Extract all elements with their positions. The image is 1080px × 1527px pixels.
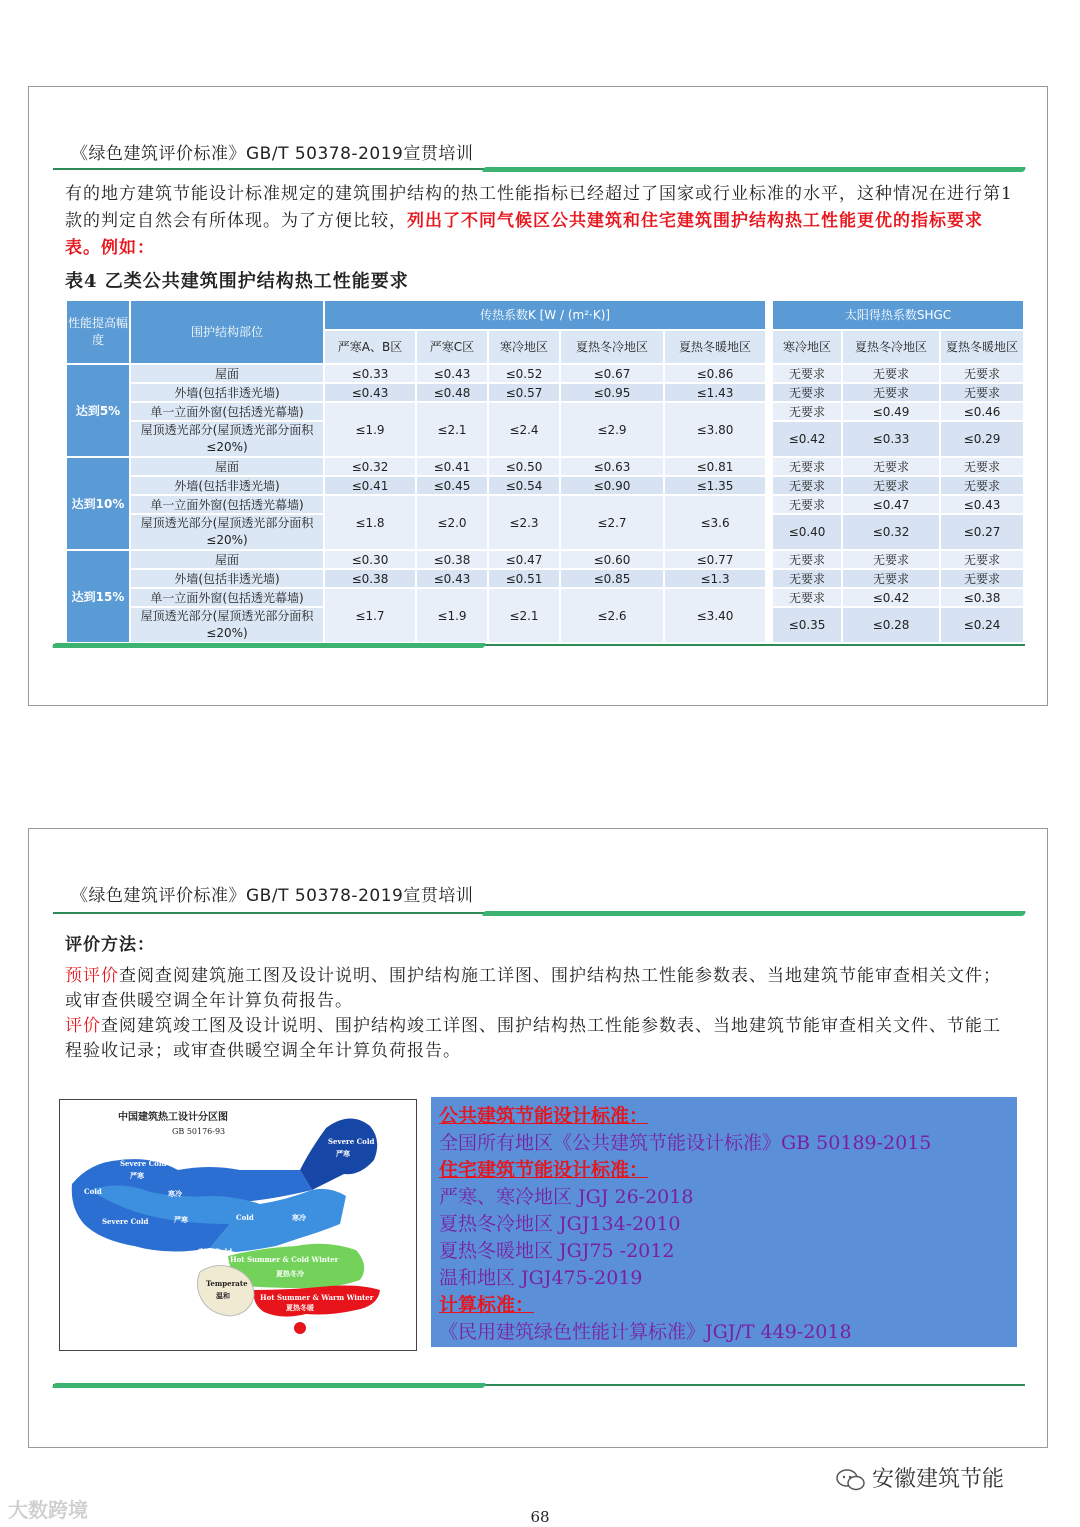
- wall-k-value: ≤0.45: [416, 476, 488, 495]
- roof-shgc-value: 无要求: [772, 364, 842, 383]
- svg-text:Hot Summer & Cold Winter: Hot Summer & Cold Winter: [230, 1255, 339, 1264]
- part-window: 单一立面外窗(包括透光幕墙): [130, 588, 324, 607]
- wechat-account: [836, 1462, 1004, 1493]
- svg-text:寒冷: 寒冷: [292, 1213, 306, 1222]
- wall-k-value: ≤0.90: [560, 476, 664, 495]
- slide-header: 《绿色建筑评价标准》GB/T 50378-2019宣贯培训: [71, 886, 474, 906]
- wall-k-value: ≤0.48: [416, 383, 488, 402]
- wall-k-value: ≤0.51: [488, 569, 560, 588]
- window-k-value: ≤1.7: [324, 588, 416, 643]
- part-skylight: 屋顶透光部分(屋顶透光部分面积≤20%): [130, 607, 324, 643]
- table-row: [66, 364, 1024, 383]
- svg-text:Cold: Cold: [236, 1213, 254, 1222]
- wall-k-value: ≤0.38: [324, 569, 416, 588]
- wechat-account-name: 安徽建筑节能: [872, 1467, 1005, 1492]
- skylight-shgc-value: ≤0.29: [940, 421, 1024, 457]
- part-wall: 外墙(包括非透光墙): [130, 569, 324, 588]
- wall-shgc-value: 无要求: [842, 569, 940, 588]
- skylight-shgc-value: ≤0.42: [772, 421, 842, 457]
- table-row: [66, 569, 1024, 588]
- zone-shgc-1: 夏热冬冷地区: [842, 330, 940, 364]
- footer-rule: [53, 1383, 1025, 1389]
- window-k-value: ≤3.40: [664, 588, 766, 643]
- pre-evaluation-text: 预评价查阅查阅建筑施工图及设计说明、围护结构施工详图、围护结构热工性能参数表、当地建筑节能审查相关文件；或审查供暖空调全年计算负荷报告。: [65, 966, 1001, 1011]
- window-k-value: ≤2.1: [488, 588, 560, 643]
- window-k-value: ≤1.9: [324, 402, 416, 457]
- header-part: 围护结构部位: [130, 300, 324, 364]
- table-row: [66, 550, 1024, 569]
- climate-zone-map: [59, 1099, 417, 1351]
- window-k-value: ≤2.7: [560, 495, 664, 550]
- roof-k-value: ≤0.50: [488, 457, 560, 476]
- wall-shgc-value: 无要求: [772, 569, 842, 588]
- wall-shgc-value: 无要求: [940, 383, 1024, 402]
- roof-shgc-value: 无要求: [842, 550, 940, 569]
- window-k-value: ≤2.3: [488, 495, 560, 550]
- window-k-value: ≤2.1: [416, 402, 488, 457]
- roof-k-value: ≤0.43: [416, 364, 488, 383]
- wall-k-value: ≤0.57: [488, 383, 560, 402]
- zone-k-0: 严寒A、B区: [324, 330, 416, 364]
- group-label: 达到5%: [66, 364, 130, 457]
- roof-k-value: ≤0.33: [324, 364, 416, 383]
- standards-box: [431, 1097, 1017, 1347]
- slide-2: [28, 828, 1048, 1448]
- skylight-shgc-value: ≤0.24: [940, 607, 1024, 643]
- header-performance: 性能提高幅度: [66, 300, 130, 364]
- roof-k-value: ≤0.81: [664, 457, 766, 476]
- window-k-value: ≤2.9: [560, 402, 664, 457]
- map-title: 中国建筑热工设计分区图: [118, 1112, 228, 1123]
- standard-item: 夏热冬暖地区 JGJ75 -2012: [439, 1240, 675, 1262]
- zone-k-2: 寒冷地区: [488, 330, 560, 364]
- roof-shgc-value: 无要求: [772, 550, 842, 569]
- evaluation-text: 评价查阅建筑竣工图及设计说明、围护结构竣工详图、围护结构热工性能参数表、当地建筑节能审查相关文件、节能工程验收记录；或审查供暖空调全年计算负荷报告。: [65, 1016, 1001, 1061]
- window-shgc-value: 无要求: [772, 495, 842, 514]
- skylight-shgc-value: ≤0.32: [842, 514, 940, 550]
- header-shgc-group: 太阳得热系数SHGC: [772, 300, 1024, 330]
- part-roof: 屋面: [130, 550, 324, 569]
- window-k-value: ≤3.6: [664, 495, 766, 550]
- svg-text:寒冷 Cold: 寒冷 Cold: [198, 1247, 233, 1256]
- window-shgc-value: ≤0.46: [940, 402, 1024, 421]
- slide-1: [28, 86, 1048, 706]
- part-wall: 外墙(包括非透光墙): [130, 476, 324, 495]
- wall-k-value: ≤0.43: [416, 569, 488, 588]
- part-roof: 屋面: [130, 364, 324, 383]
- roof-k-value: ≤0.32: [324, 457, 416, 476]
- evaluation-heading: 评价方法：: [65, 935, 155, 955]
- standard-item: 全国所有地区《公共建筑节能设计标准》GB 50189-2015: [439, 1132, 932, 1154]
- skylight-shgc-value: ≤0.35: [772, 607, 842, 643]
- part-roof: 屋面: [130, 457, 324, 476]
- part-window: 单一立面外窗(包括透光幕墙): [130, 495, 324, 514]
- table-row: [66, 495, 1024, 514]
- svg-text:Severe Cold: Severe Cold: [120, 1159, 167, 1168]
- standard-item: 《民用建筑绿色性能计算标准》JGJ/T 449-2018: [439, 1321, 852, 1343]
- wall-k-value: ≤1.35: [664, 476, 766, 495]
- intro-text: 有的地方建筑节能设计标准规定的建筑围护结构的热工性能指标已经超过了国家或行业标准的水平，这种情况在进行第1款的判定自然会有所体现。为了方便比较，: [65, 184, 1013, 231]
- svg-text:Severe Cold: Severe Cold: [328, 1137, 375, 1146]
- skylight-shgc-value: ≤0.28: [842, 607, 940, 643]
- window-k-value: ≤1.8: [324, 495, 416, 550]
- window-k-value: ≤2.6: [560, 588, 664, 643]
- roof-k-value: ≤0.67: [560, 364, 664, 383]
- table-title: 表4 乙类公共建筑围护结构热工性能要求: [65, 271, 409, 292]
- intro-highlight: 列出了不同气候区公共建筑和住宅建筑围护结构热工性能更优的指标要求表。例如：: [65, 211, 983, 258]
- wall-shgc-value: 无要求: [940, 569, 1024, 588]
- roof-shgc-value: 无要求: [940, 550, 1024, 569]
- part-window: 单一立面外窗(包括透光幕墙): [130, 402, 324, 421]
- svg-text:夏热冬暖: 夏热冬暖: [286, 1303, 314, 1312]
- pre-evaluation-label: 预评价: [65, 966, 119, 986]
- roof-k-value: ≤0.41: [416, 457, 488, 476]
- footer-rule: [53, 643, 1025, 649]
- header-rule: [53, 911, 1025, 917]
- zone-k-3: 夏热冬冷地区: [560, 330, 664, 364]
- svg-text:严寒: 严寒: [174, 1215, 188, 1224]
- slide-header: 《绿色建筑评价标准》GB/T 50378-2019宣贯培训: [71, 144, 474, 164]
- standard-heading: 公共建筑节能设计标准：: [439, 1105, 649, 1127]
- zone-shgc-2: 夏热冬暖地区: [940, 330, 1024, 364]
- table-row: [66, 476, 1024, 495]
- roof-shgc-value: 无要求: [940, 364, 1024, 383]
- table-row: [66, 383, 1024, 402]
- window-shgc-value: ≤0.49: [842, 402, 940, 421]
- wall-shgc-value: 无要求: [940, 476, 1024, 495]
- group-label: 达到15%: [66, 550, 130, 643]
- header-rule: [53, 167, 1025, 173]
- evaluation-method: [65, 933, 1015, 1064]
- window-k-value: ≤2.4: [488, 402, 560, 457]
- skylight-shgc-value: ≤0.40: [772, 514, 842, 550]
- roof-k-value: ≤0.52: [488, 364, 560, 383]
- window-shgc-value: ≤0.43: [940, 495, 1024, 514]
- map-code: GB 50176-93: [172, 1127, 226, 1136]
- roof-k-value: ≤0.60: [560, 550, 664, 569]
- svg-text:Cold: Cold: [84, 1187, 102, 1196]
- roof-k-value: ≤0.63: [560, 457, 664, 476]
- standard-heading: 计算标准：: [439, 1294, 535, 1316]
- svg-text:夏热冬冷: 夏热冬冷: [276, 1269, 304, 1278]
- svg-text:Severe Cold: Severe Cold: [102, 1217, 149, 1226]
- window-shgc-value: 无要求: [772, 588, 842, 607]
- table-row: [66, 588, 1024, 607]
- table-row: [66, 457, 1024, 476]
- standard-item: 温和地区 JGJ475-2019: [439, 1267, 643, 1289]
- china-map-icon: [60, 1100, 416, 1350]
- svg-text:寒冷: 寒冷: [168, 1189, 182, 1198]
- window-shgc-value: ≤0.38: [940, 588, 1024, 607]
- part-skylight: 屋顶透光部分(屋顶透光部分面积≤20%): [130, 421, 324, 457]
- roof-k-value: ≤0.86: [664, 364, 766, 383]
- roof-shgc-value: 无要求: [842, 457, 940, 476]
- window-k-value: ≤2.0: [416, 495, 488, 550]
- zone-k-1: 严寒C区: [416, 330, 488, 364]
- group-label: 达到10%: [66, 457, 130, 550]
- wall-k-value: ≤0.43: [324, 383, 416, 402]
- window-shgc-value: ≤0.42: [842, 588, 940, 607]
- svg-text:Temperate: Temperate: [206, 1279, 248, 1288]
- svg-text:严寒: 严寒: [336, 1149, 350, 1158]
- part-skylight: 屋顶透光部分(屋顶透光部分面积≤20%): [130, 514, 324, 550]
- skylight-shgc-value: ≤0.27: [940, 514, 1024, 550]
- wall-shgc-value: 无要求: [772, 383, 842, 402]
- page-number: 68: [530, 1508, 550, 1526]
- skylight-shgc-value: ≤0.33: [842, 421, 940, 457]
- wall-k-value: ≤0.95: [560, 383, 664, 402]
- window-shgc-value: ≤0.47: [842, 495, 940, 514]
- header-k-group: 传热系数K [W / (m²·K)]: [324, 300, 766, 330]
- wall-k-value: ≤0.41: [324, 476, 416, 495]
- watermark: 大数跨境: [8, 1498, 88, 1522]
- roof-k-value: ≤0.30: [324, 550, 416, 569]
- wall-k-value: ≤0.85: [560, 569, 664, 588]
- wall-shgc-value: 无要求: [842, 476, 940, 495]
- roof-k-value: ≤0.77: [664, 550, 766, 569]
- standard-item: 夏热冬冷地区 JGJ134-2010: [439, 1213, 681, 1235]
- standard-heading: 住宅建筑节能设计标准：: [439, 1159, 649, 1181]
- roof-shgc-value: 无要求: [842, 364, 940, 383]
- intro-paragraph: [65, 181, 1015, 262]
- standard-item: 严寒、寒冷地区 JGJ 26-2018: [439, 1186, 694, 1208]
- table-row: [66, 402, 1024, 421]
- roof-k-value: ≤0.47: [488, 550, 560, 569]
- wall-k-value: ≤1.3: [664, 569, 766, 588]
- window-shgc-value: 无要求: [772, 402, 842, 421]
- roof-k-value: ≤0.38: [416, 550, 488, 569]
- svg-text:Hot Summer & Warm Winter: Hot Summer & Warm Winter: [260, 1293, 374, 1302]
- wechat-icon: [836, 1469, 866, 1491]
- svg-text:温和: 温和: [216, 1291, 230, 1300]
- svg-text:严寒: 严寒: [130, 1171, 144, 1180]
- wall-k-value: ≤1.43: [664, 383, 766, 402]
- wall-k-value: ≤0.54: [488, 476, 560, 495]
- zone-shgc-0: 寒冷地区: [772, 330, 842, 364]
- roof-shgc-value: 无要求: [940, 457, 1024, 476]
- roof-shgc-value: 无要求: [772, 457, 842, 476]
- wall-shgc-value: 无要求: [772, 476, 842, 495]
- window-k-value: ≤1.9: [416, 588, 488, 643]
- wall-shgc-value: 无要求: [842, 383, 940, 402]
- part-wall: 外墙(包括非透光墙): [130, 383, 324, 402]
- zone-k-4: 夏热冬暖地区: [664, 330, 766, 364]
- window-k-value: ≤3.80: [664, 402, 766, 457]
- evaluation-label: 评价: [65, 1016, 101, 1036]
- thermal-performance-table: [65, 299, 1025, 644]
